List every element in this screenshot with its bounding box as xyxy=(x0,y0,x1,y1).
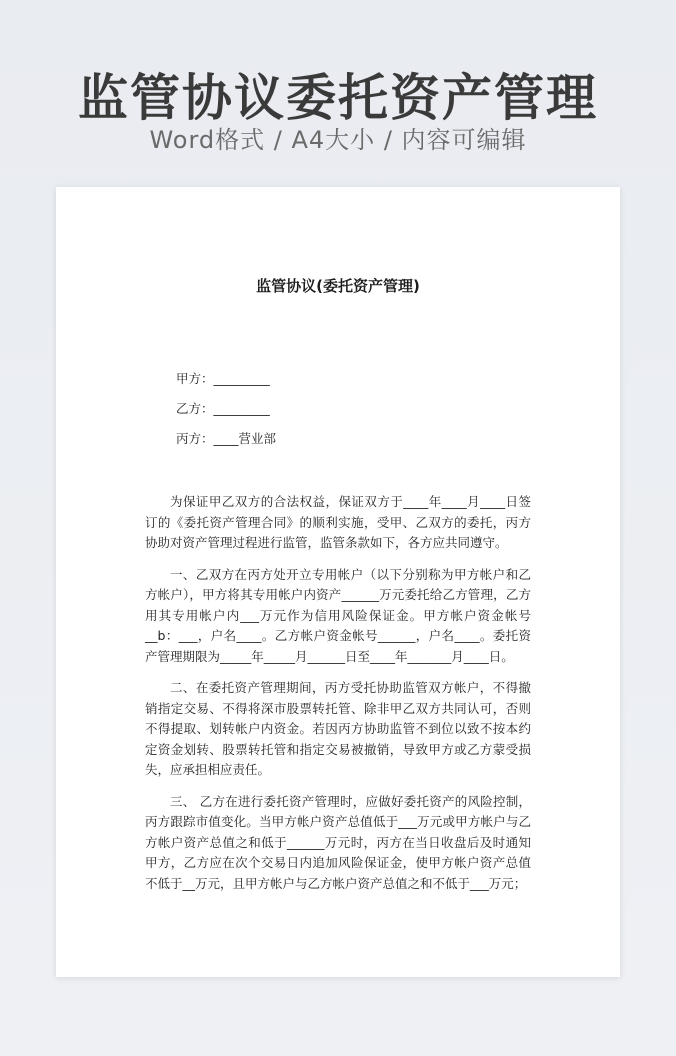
document-title: 监管协议(委托资产管理) xyxy=(256,277,420,295)
party-a-line: 甲方：_________ xyxy=(176,371,270,386)
paragraph-clause-3: 三、 乙方在进行委托资产管理时，应做好委托资产的风险控制，丙方跟踪市值变化。当甲方帐户资产总值低于___万元或甲方帐户与乙方帐户资产总值之和低于______万元时，丙方在当日收盘后及时通知甲方，乙方应在次个交易日内追加风险保证金，使甲方帐户资产总值不低于__万元，且甲方帐户与乙方帐户资产总值之和不低于___万元； xyxy=(145,793,531,891)
party-b-line: 乙方：_________ xyxy=(176,401,270,416)
paragraph-clause-2: 二、在委托资产管理期间，丙方受托协助监管双方帐户，不得撤销指定交易、不得将深市股票转托管、除非甲乙双方共同认可，否则不得提取、划转帐户内资金。若因丙方协助监管不到位以致不按本约定资金划转、股票转托管和指定交易被撤销，导致甲方或乙方蒙受损失，应承担相应责任。 xyxy=(145,680,531,777)
paragraph-preamble: 为保证甲乙双方的合法权益，保证双方于____年____月____日签订的《委托资产管理合同》的顺利实施，受甲、乙双方的委托，丙方协助对资产管理过程进行监管，监管条款如下，各方应共同遵守。 xyxy=(145,494,531,550)
banner-title: 监管协议委托资产管理 xyxy=(78,69,598,127)
paragraph-clause-1: 一、乙双方在丙方处开立专用帐户（以下分别称为甲方帐户和乙方帐户），甲方将其专用帐户内资产______万元委托给乙方管理，乙方用其专用帐户内___万元作为信用风险保证金。甲方帐户资金帐号__b：___，户名____。乙方帐户资金帐号______，户名____。委托资产管理期限为_____年_____月______日至____年_______月____日。 xyxy=(145,566,531,664)
document-page xyxy=(56,187,620,977)
party-c-line: 丙方：____营业部 xyxy=(176,431,277,446)
banner-subtitle: Word格式 / A4大小 / 内容可编辑 xyxy=(149,126,527,154)
document-body xyxy=(145,492,531,905)
